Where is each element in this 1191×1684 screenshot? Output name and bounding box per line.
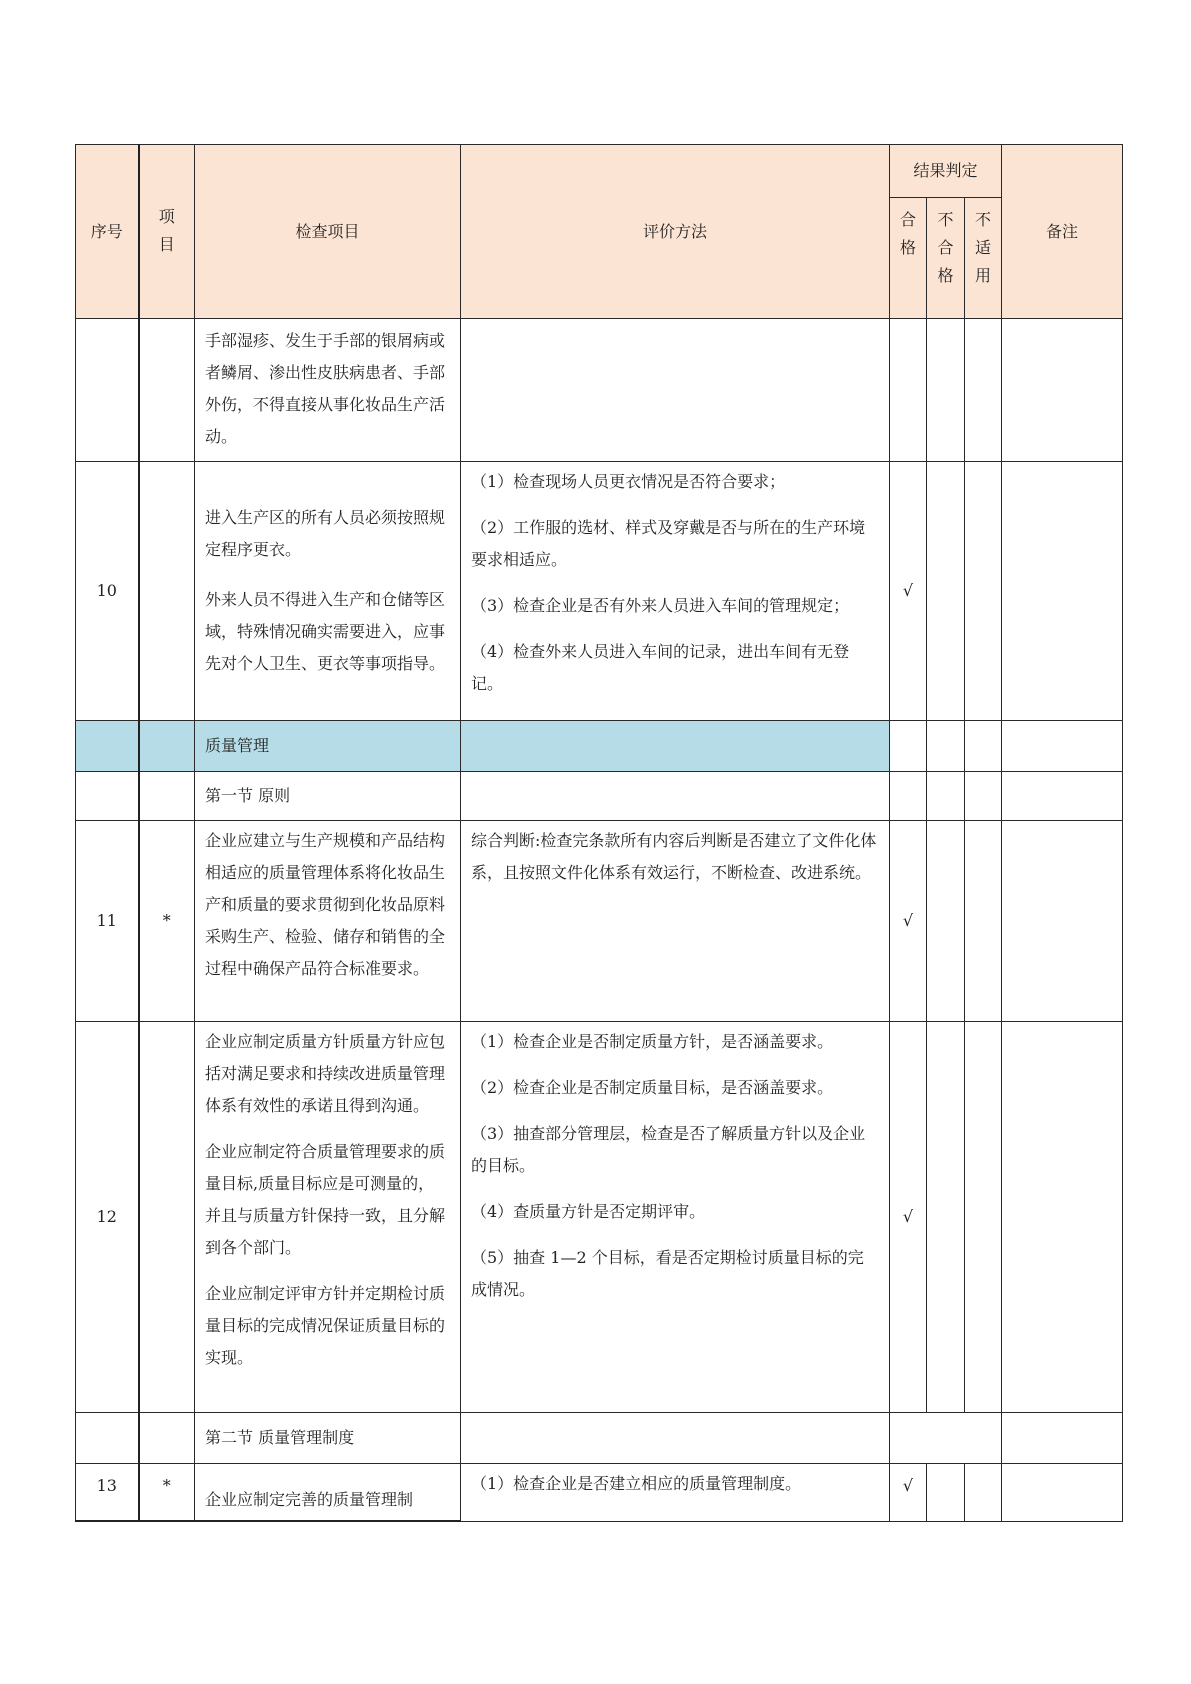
row-pass: √ [890, 821, 927, 1022]
method-text: （3）抽查部分管理层，检查是否了解质量方针以及企业的目标。 [471, 1124, 866, 1175]
row-na [965, 1464, 1002, 1522]
method-text: （2）工作服的选材、样式及穿戴是否与所在的生产环境要求相适应。 [471, 518, 866, 569]
method-text: （2）检查企业是否制定质量目标，是否涵盖要求。 [471, 1078, 834, 1097]
row-method [461, 319, 890, 462]
row-fail [927, 821, 965, 1022]
row-fail [927, 1022, 965, 1413]
check-text: 企业应制定符合质量管理要求的质量目标,质量目标应是可测量的，并且与质量方针保持一致，且分解到各个部门。 [205, 1142, 446, 1257]
section-pass [890, 772, 927, 821]
row-fail [927, 1464, 965, 1522]
header-pass: 合格 [890, 198, 927, 319]
row-remark [1002, 1022, 1123, 1413]
section-index [76, 721, 139, 772]
table-row [76, 821, 1123, 1022]
header-result: 结果判定 [890, 145, 1002, 198]
section-title: 质量管理 [195, 721, 461, 772]
section-row [76, 1413, 1123, 1464]
section-na [965, 772, 1002, 821]
section-mark [139, 772, 195, 821]
section-mark [139, 1413, 195, 1464]
section-remark [1002, 1413, 1123, 1464]
row-remark [1002, 462, 1123, 721]
row-na [965, 821, 1002, 1022]
row-check-item [195, 1464, 461, 1522]
row-mark: * [139, 821, 195, 1022]
header-index: 序号 [76, 145, 139, 319]
method-text: （1）检查现场人员更衣情况是否符合要求； [471, 472, 786, 491]
row-check-item [195, 1022, 461, 1413]
check-text: 企业应建立与生产规模和产品结构相适应的质量管理体系将化妆品生产和质量的要求贯彻到化妆品原料采购生产、检验、储存和销售的全过程中确保产品符合标准要求。 [205, 831, 446, 978]
check-text: 企业应制定质量方针质量方针应包括对满足要求和持续改进质量管理体系有效性的承诺且得到沟通。 [205, 1032, 446, 1115]
section-pass [890, 721, 927, 772]
table-row [76, 462, 1123, 721]
header-na: 不适用 [965, 198, 1002, 319]
section-row [76, 772, 1123, 821]
row-index [76, 319, 139, 462]
row-method [461, 821, 890, 1022]
section-fail [927, 772, 965, 821]
row-index: 10 [76, 462, 139, 721]
section-remark [1002, 772, 1123, 821]
row-pass: √ [890, 1464, 927, 1522]
check-text: 企业应制定完善的质量管理制 [205, 1490, 414, 1509]
section-index [76, 1413, 139, 1464]
section-title: 第二节 质量管理制度 [195, 1413, 461, 1464]
check-text: 企业应制定评审方针并定期检讨质量目标的完成情况保证质量目标的实现。 [205, 1284, 446, 1367]
section-method [461, 772, 890, 821]
section-method [461, 721, 890, 772]
row-mark: * [139, 1464, 195, 1522]
row-na [965, 319, 1002, 462]
header-check-item: 检查项目 [195, 145, 461, 319]
row-na [965, 462, 1002, 721]
inspection-table [75, 144, 1123, 1522]
method-text: （1）检查企业是否建立相应的质量管理制度。 [471, 1474, 802, 1493]
section-title: 第一节 原则 [195, 772, 461, 821]
header-fail: 不合格 [927, 198, 965, 319]
row-index: 11 [76, 821, 139, 1022]
table-row [76, 319, 1123, 462]
header-item: 项目 [139, 145, 195, 319]
method-text: （3）检查企业是否有外来人员进入车间的管理规定； [471, 596, 850, 615]
row-pass [890, 319, 927, 462]
row-method [461, 1464, 890, 1522]
section-mark [139, 721, 195, 772]
row-method [461, 462, 890, 721]
row-remark [1002, 319, 1123, 462]
table-row [76, 1464, 1123, 1522]
row-remark [1002, 1464, 1123, 1522]
row-fail [927, 319, 965, 462]
check-text: 手部湿疹、发生于手部的银屑病或者鳞屑、渗出性皮肤病患者、手部外伤，不得直接从事化妆品生产活动。 [205, 331, 446, 446]
row-mark [139, 319, 195, 462]
table-row [76, 1022, 1123, 1413]
row-index: 13 [76, 1464, 139, 1522]
method-text: 综合判断:检查完条款所有内容后判断是否建立了文件化体系，且按照文件化体系有效运行，不断检查、改进系统。 [471, 831, 877, 882]
section-index [76, 772, 139, 821]
section-result [890, 1413, 1002, 1464]
row-mark [139, 462, 195, 721]
section-na [965, 721, 1002, 772]
row-method [461, 1022, 890, 1413]
method-text: （5）抽查 1—2 个目标，看是否定期检讨质量目标的完成情况。 [471, 1248, 864, 1299]
row-na [965, 1022, 1002, 1413]
section-fail [927, 721, 965, 772]
method-text: （4）检查外来人员进入车间的记录，进出车间有无登记。 [471, 642, 850, 693]
check-text: 外来人员不得进入生产和仓储等区域，特殊情况确实需要进入，应事先对个人卫生、更衣等事项指导。 [205, 590, 446, 673]
method-text: （1）检查企业是否制定质量方针，是否涵盖要求。 [471, 1032, 834, 1051]
header-remark: 备注 [1002, 145, 1123, 319]
table-header-row-1 [76, 145, 1123, 198]
check-text: 进入生产区的所有人员必须按照规定程序更衣。 [205, 508, 446, 559]
row-pass: √ [890, 462, 927, 721]
section-remark [1002, 721, 1123, 772]
row-remark [1002, 821, 1123, 1022]
row-check-item [195, 462, 461, 721]
section-row [76, 721, 1123, 772]
row-check-item [195, 821, 461, 1022]
header-method: 评价方法 [461, 145, 890, 319]
row-index: 12 [76, 1022, 139, 1413]
row-mark [139, 1022, 195, 1413]
method-text: （4）查质量方针是否定期评审。 [471, 1202, 706, 1221]
row-check-item [195, 319, 461, 462]
row-pass: √ [890, 1022, 927, 1413]
section-method [461, 1413, 890, 1464]
row-fail [927, 462, 965, 721]
